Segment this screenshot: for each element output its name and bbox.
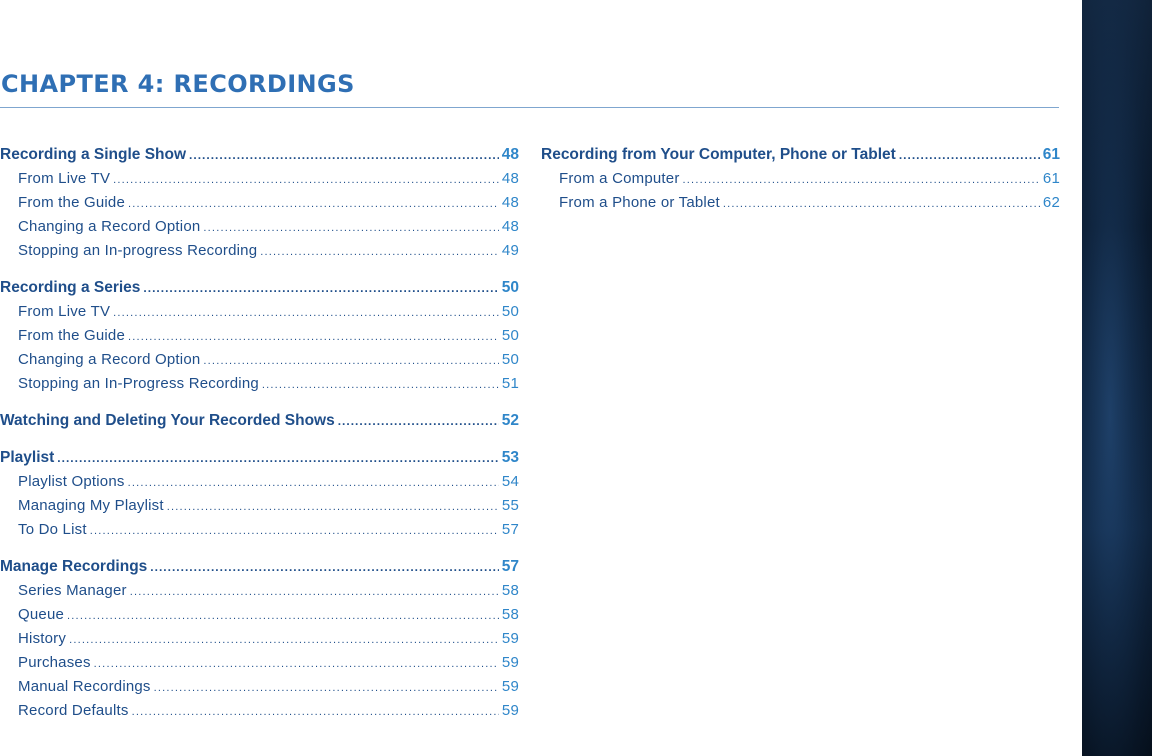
toc-entry[interactable]	[0, 699, 519, 723]
toc-heading[interactable]	[0, 143, 519, 167]
toc-heading[interactable]	[0, 446, 519, 470]
side-decorative-panel	[1082, 0, 1152, 756]
toc-entry-label: Queue	[18, 606, 65, 623]
toc-entry-page-number: 57	[501, 521, 519, 538]
toc-entry-page-number: 61	[1042, 170, 1060, 187]
toc-entry[interactable]	[0, 627, 519, 651]
dot-leader	[338, 409, 499, 433]
toc-entry-label: Stopping an In-progress Recording	[18, 242, 258, 259]
toc-entry[interactable]	[541, 167, 1060, 191]
toc-section	[0, 409, 519, 433]
toc-heading-label: Playlist	[0, 449, 55, 466]
dot-leader	[150, 555, 498, 579]
toc-entry-page-number: 50	[501, 303, 519, 320]
toc-heading-label: Recording from Your Computer, Phone or Tablet	[541, 146, 896, 163]
title-divider	[0, 107, 1059, 108]
toc-heading[interactable]	[0, 409, 519, 433]
toc-entry-label: Series Manager	[18, 582, 127, 599]
toc-entry-label: History	[18, 630, 67, 647]
toc-heading-label: Watching and Deleting Your Recorded Shows	[0, 412, 335, 429]
toc-entry-label: Changing a Record Option	[18, 218, 201, 235]
toc-heading[interactable]	[0, 555, 519, 579]
toc-entry-page-number: 50	[501, 327, 519, 344]
dot-leader	[113, 301, 499, 325]
toc-entry[interactable]	[0, 324, 519, 348]
dot-leader	[130, 580, 499, 604]
toc-column-left	[0, 143, 519, 736]
toc-entry[interactable]	[0, 494, 519, 518]
toc-heading-page-number: 48	[501, 146, 519, 163]
toc-heading-label: Recording a Single Show	[0, 146, 187, 163]
toc-entry-page-number: 50	[501, 351, 519, 368]
toc-entry-page-number: 59	[501, 678, 519, 695]
toc-section	[0, 555, 519, 723]
toc-entry-page-number: 58	[501, 582, 519, 599]
toc-entry-page-number: 49	[501, 242, 519, 259]
toc-entry[interactable]	[0, 675, 519, 699]
toc-heading-page-number: 50	[501, 279, 519, 296]
toc-entry-label: From Live TV	[18, 303, 111, 320]
dot-leader	[69, 628, 499, 652]
toc-heading-label: Recording a Series	[0, 279, 141, 296]
dot-leader	[132, 700, 499, 724]
toc-entry-label: From a Computer	[559, 170, 680, 187]
toc-section	[0, 276, 519, 396]
toc-heading-page-number: 53	[501, 449, 519, 466]
toc-entry-page-number: 62	[1042, 194, 1060, 211]
toc-entry-page-number: 48	[501, 218, 519, 235]
toc-entry-page-number: 51	[501, 375, 519, 392]
toc-entry[interactable]	[0, 348, 519, 372]
toc-heading-label: Manage Recordings	[0, 558, 148, 575]
dot-leader	[203, 216, 498, 240]
dot-leader	[723, 192, 1040, 216]
toc-entry-label: Changing a Record Option	[18, 351, 201, 368]
toc-entry-label: Purchases	[18, 654, 91, 671]
dot-leader	[189, 143, 499, 167]
toc-entry-label: Record Defaults	[18, 702, 129, 719]
toc-entry-page-number: 48	[501, 170, 519, 187]
toc-section	[0, 446, 519, 542]
toc-entry-page-number: 54	[501, 473, 519, 490]
toc-entry-label: From the Guide	[18, 327, 126, 344]
toc-entry[interactable]	[541, 191, 1060, 215]
toc-entry[interactable]	[0, 579, 519, 603]
toc-entry[interactable]	[0, 518, 519, 542]
toc-entry[interactable]	[0, 603, 519, 627]
dot-leader	[143, 276, 498, 300]
dot-leader	[203, 349, 498, 373]
toc-heading-page-number: 61	[1042, 146, 1060, 163]
toc-entry-label: Managing My Playlist	[18, 497, 164, 514]
dot-leader	[90, 519, 499, 543]
toc-entry-page-number: 59	[501, 654, 519, 671]
toc-entry[interactable]	[0, 239, 519, 263]
toc-entry-page-number: 58	[501, 606, 519, 623]
toc-entry[interactable]	[0, 300, 519, 324]
toc-entry[interactable]	[0, 215, 519, 239]
toc-entry-label: To Do List	[18, 521, 87, 538]
toc-entry-label: Stopping an In-Progress Recording	[18, 375, 259, 392]
dot-leader	[899, 143, 1040, 167]
toc-entry-label: From the Guide	[18, 194, 126, 211]
dot-leader	[94, 652, 499, 676]
toc-entry[interactable]	[0, 372, 519, 396]
toc-entry-label: Playlist Options	[18, 473, 125, 490]
toc-heading[interactable]	[541, 143, 1060, 167]
dot-leader	[128, 471, 499, 495]
toc-entry[interactable]	[0, 191, 519, 215]
toc-entry[interactable]	[0, 651, 519, 675]
toc-entry-page-number: 59	[501, 702, 519, 719]
toc-heading-page-number: 52	[501, 412, 519, 429]
toc-entry-label: From a Phone or Tablet	[559, 194, 720, 211]
dot-leader	[260, 240, 499, 264]
dot-leader	[57, 446, 498, 470]
chapter-title: CHAPTER 4: RECORDINGS	[1, 70, 355, 98]
dot-leader	[128, 325, 499, 349]
dot-leader	[67, 604, 499, 628]
toc-column-right	[541, 143, 1060, 228]
toc-heading-page-number: 57	[501, 558, 519, 575]
dot-leader	[167, 495, 499, 519]
dot-leader	[113, 168, 499, 192]
toc-section	[541, 143, 1060, 215]
toc-heading[interactable]	[0, 276, 519, 300]
toc-entry[interactable]	[0, 167, 519, 191]
toc-entry-label: Manual Recordings	[18, 678, 151, 695]
toc-entry[interactable]	[0, 470, 519, 494]
dot-leader	[154, 676, 499, 700]
dot-leader	[683, 168, 1040, 192]
dot-leader	[262, 373, 499, 397]
dot-leader	[128, 192, 499, 216]
toc-entry-page-number: 48	[501, 194, 519, 211]
toc-entry-label: From Live TV	[18, 170, 111, 187]
toc-entry-page-number: 55	[501, 497, 519, 514]
toc-section	[0, 143, 519, 263]
toc-entry-page-number: 59	[501, 630, 519, 647]
